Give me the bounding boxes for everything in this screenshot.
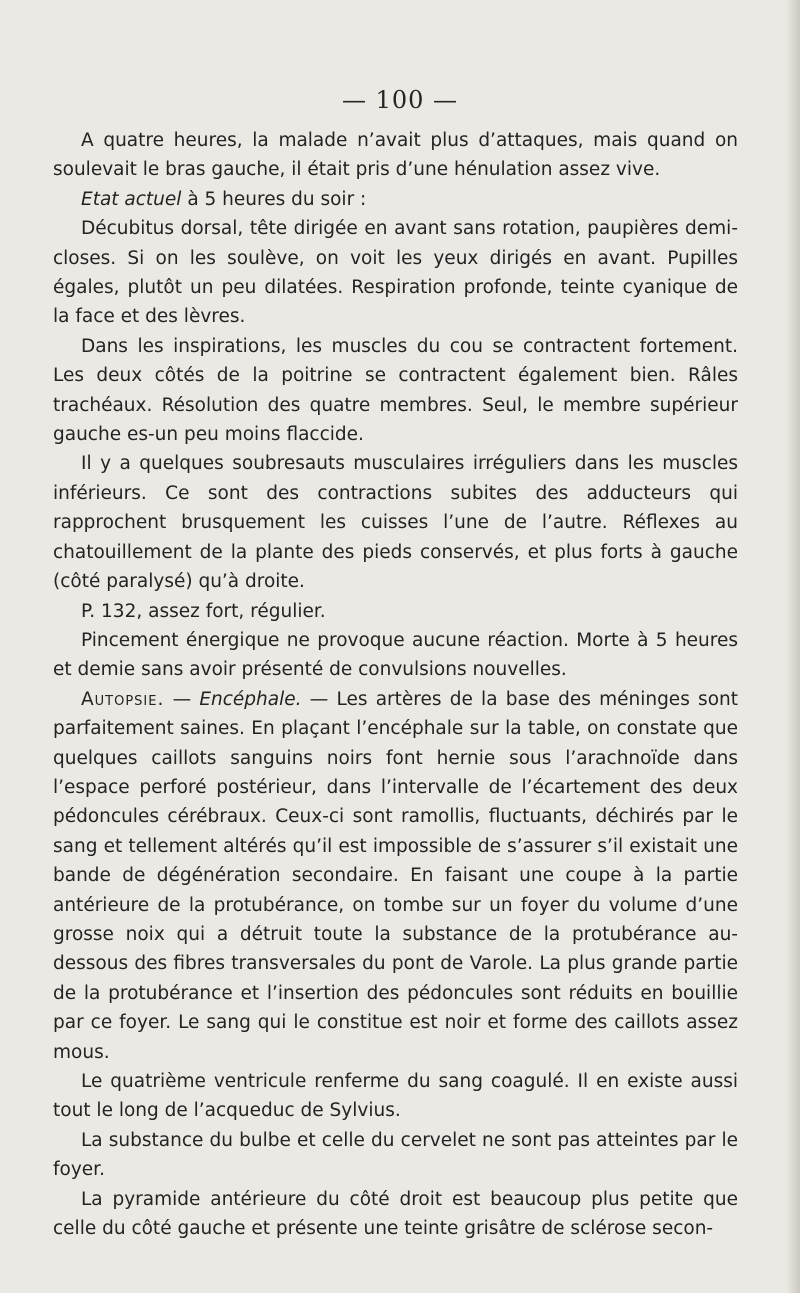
heading-etat-actuel: Etat actuel — [81, 188, 182, 210]
paragraph-3: Décubitus dorsal, tête dirigée en avant sans rotation, paupières demi-closes. Si on les soulève, on voit les yeux dirigés en avant. Pupilles égales, plutôt un peu dilatées. Respiration profonde, teinte cyanique de la face et des lèvres. — [53, 218, 738, 328]
paragraph-6: P. 132, assez fort, régulier. — [81, 600, 326, 622]
heading-encephale: Encéphale. — [199, 688, 302, 710]
paragraph-7: Pincement énergique ne provoque aucune réaction. Morte à 5 heures et demie sans avoir présenté de convulsions nouvelles. — [53, 629, 738, 681]
paragraph-11: La pyramide antérieure du côté droit est beaucoup plus petite que celle du côté gauche et présente une teinte grisâtre de sclérose secon- — [53, 1188, 738, 1240]
paragraph-1: A quatre heures, la malade n’avait plus d’attaques, mais quand on soulevait le bras gauche, il était pris d’une hénulation assez vive. — [53, 130, 738, 181]
page-number: — 100 — — [341, 86, 459, 114]
body-text — [53, 126, 738, 1243]
paragraph-8: Autopsie. — Encéphale. — Les artères de la base des méninges sont parfaitement saines. En plaçant l’encéphale sur la table, on constate que quelques caillots sanguins noirs font hernie sous l’arachnoïde dans l’espace perforé postérieur, dans l’intervalle de l’écartement des deux pédoncules cérébraux. Ceux-ci sont ramollis, fluctuants, déchirés par le sang et tellement altérés qu’il est impossible de s’assurer s’il existait une bande de dégénération secondaire. En faisant une coupe à la partie antérieure de la protubérance, on tombe sur un foyer du volume d’une grosse noix qui a détruit toute la substance de la protubérance au-dessous des fibres transversales du pont de Varole. La plus grande partie de la protubérance et l’insertion des pédoncules sont réduits en bouillie par ce foyer. Le sang qui le constitue est noir et forme des caillots assez mous. — [53, 688, 738, 1063]
paragraph-5: Il y a quelques soubresauts musculaires irréguliers dans les muscles inférieurs. Ce sont des contractions subites des adducteurs qui rapprochent brusquement les cuisses l’une de l’autre. Réflexes au chatouillement de la plante des pieds conservés, et plus forts à gauche (côté paralysé) qu’à droite. — [53, 453, 738, 593]
heading-autopsie: Autopsie. — [81, 688, 165, 710]
paragraph-9: Le quatrième ventricule renferme du sang coagulé. Il en existe aussi tout le long de l’acqueduc de Sylvius. — [53, 1071, 738, 1122]
paragraph-4: Dans les inspirations, les muscles du cou se contractent fortement. Les deux côtés de la poitrine se contractent également bien. Râles trachéaux. Résolution des quatre membres. Seul, le membre supérieur gauche es-un peu moins flaccide. — [53, 335, 738, 446]
paragraph-2: Etat actuel à 5 heures du soir : — [81, 188, 367, 210]
page-edge-shadow — [786, 0, 800, 1293]
paragraph-10: La substance du bulbe et celle du cervelet ne sont pas atteintes par le foyer. — [53, 1129, 738, 1181]
